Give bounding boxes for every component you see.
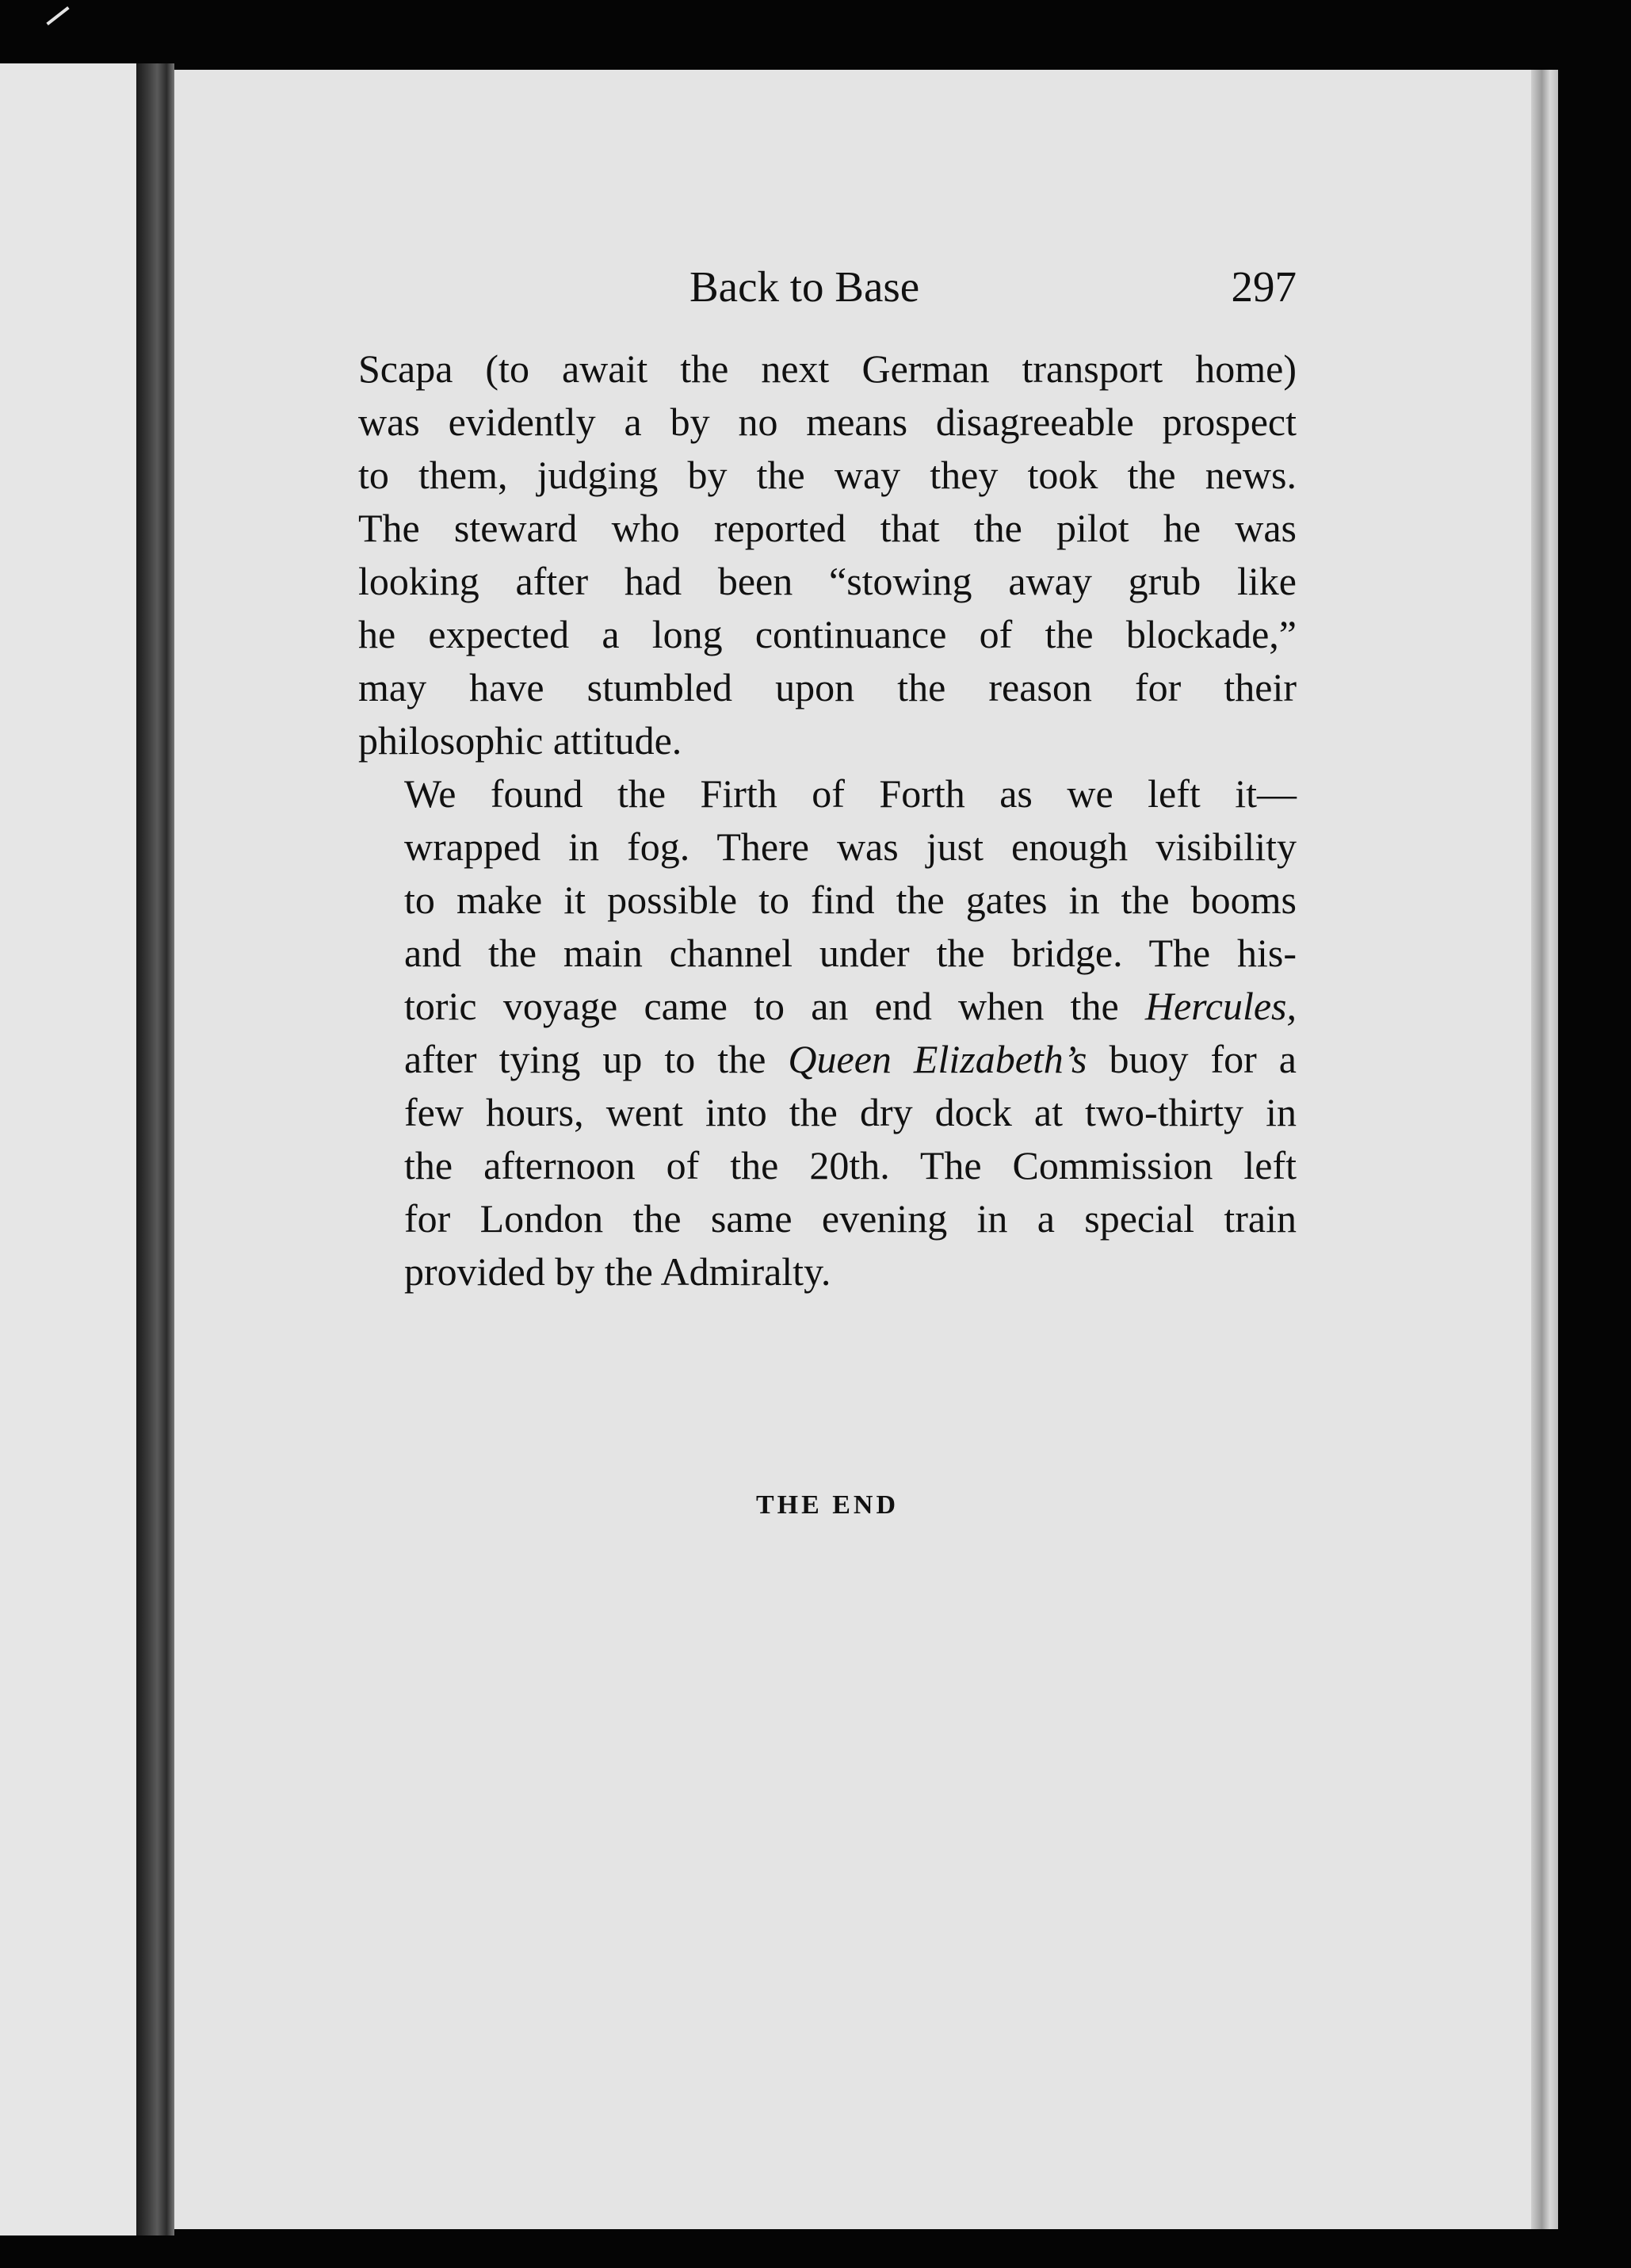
text-line: philosophic attitude. bbox=[358, 718, 682, 763]
text-line: few hours, went into the dry dock at two-thirty in bbox=[404, 1090, 1297, 1134]
text-line: the afternoon of the 20th. The Commission left bbox=[404, 1143, 1297, 1188]
paragraph-2 bbox=[358, 767, 1297, 1298]
running-head bbox=[358, 262, 1297, 317]
paragraph-1 bbox=[358, 342, 1297, 767]
text-line: and the main channel under the bridge. The his- bbox=[404, 931, 1297, 975]
text-line: provided by the Admiralty. bbox=[404, 1249, 831, 1294]
text-line: to make it possible to find the gates in the booms bbox=[404, 878, 1297, 922]
ship-name: Queen Elizabeth’s bbox=[788, 1037, 1087, 1081]
text-line: for London the same evening in a special train bbox=[404, 1196, 1297, 1241]
page-number: 297 bbox=[1231, 262, 1297, 311]
running-head-title: Back to Base bbox=[689, 262, 920, 311]
text-line: to them, judging by the way they took the news. bbox=[358, 453, 1297, 497]
the-end-mark: THE END bbox=[755, 1490, 900, 1520]
body-text bbox=[358, 342, 1297, 1298]
text-line: The steward who reported that the pilot he was bbox=[358, 506, 1297, 550]
scan-mark bbox=[46, 6, 69, 25]
text-line: looking after had been “stowing away grub like bbox=[358, 559, 1297, 603]
book-gutter bbox=[136, 63, 174, 2235]
page-edge-shadow bbox=[1531, 70, 1558, 2229]
text-line: may have stumbled upon the reason for their bbox=[358, 665, 1297, 709]
text-line: Scapa (to await the next German transport home) bbox=[358, 346, 1297, 391]
facing-page-edge bbox=[0, 63, 136, 2235]
text-line: We found the Firth of Forth as we left it— bbox=[404, 771, 1297, 816]
text-line: wrapped in fog. There was just enough visibility bbox=[404, 824, 1297, 869]
text-line: he expected a long continuance of the blockade,” bbox=[358, 612, 1297, 656]
ship-name: Hercules, bbox=[1144, 984, 1297, 1028]
text-line: toric voyage came to an end when the Hercules, bbox=[404, 984, 1297, 1028]
text-line: after tying up to the Queen Elizabeth’s buoy for a bbox=[404, 1037, 1297, 1081]
text-line: was evidently a by no means disagreeable prospect bbox=[358, 400, 1297, 444]
